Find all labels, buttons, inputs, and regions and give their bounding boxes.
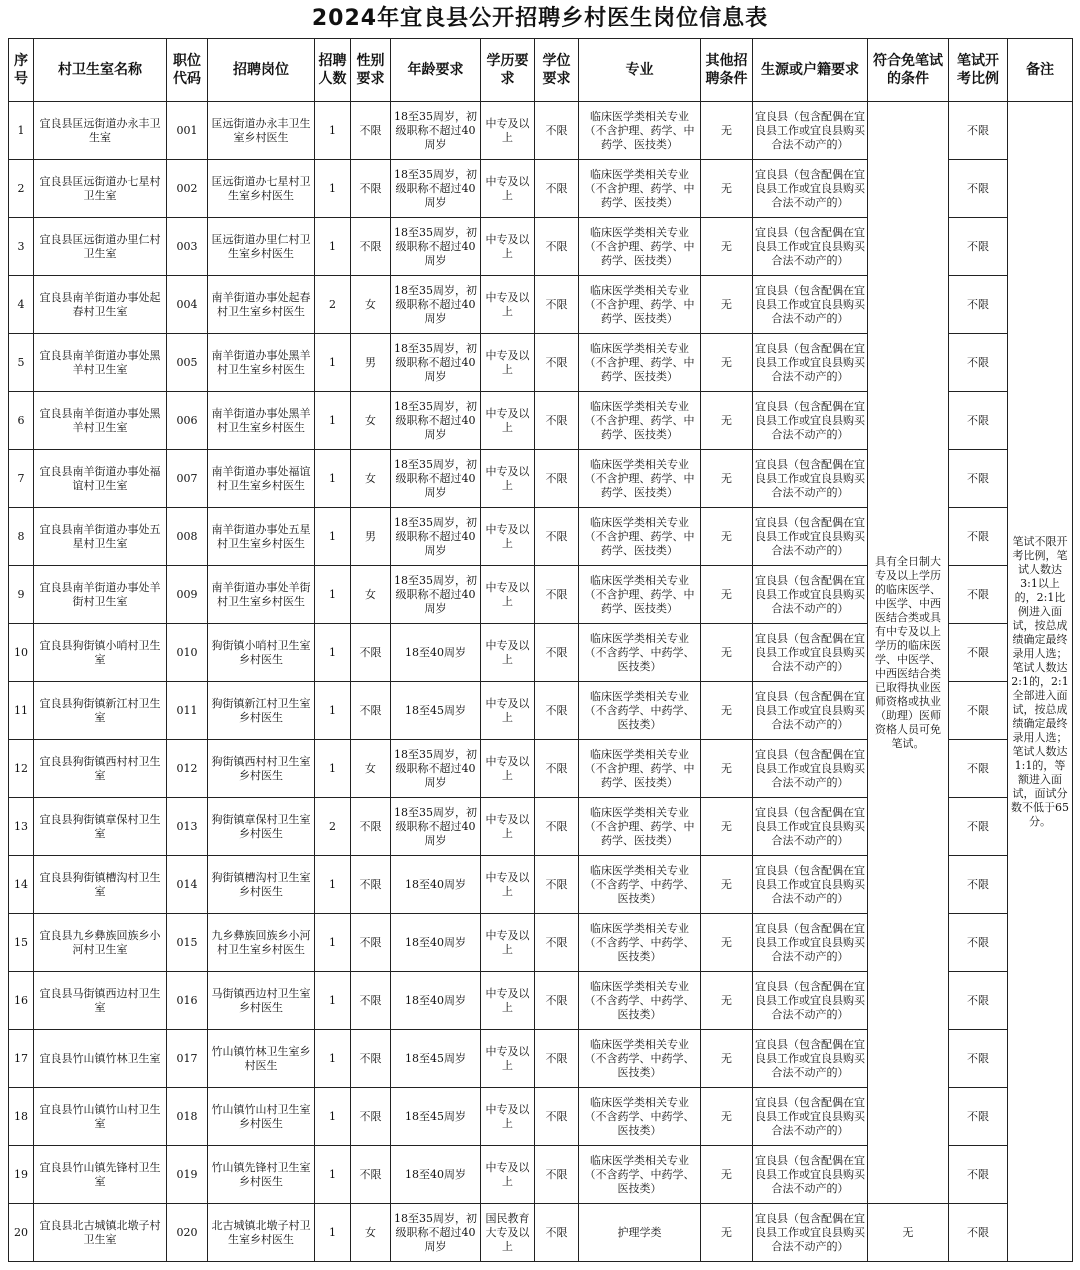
remarks-cell: 笔试不限开考比例，笔试人数达3:1以上的，2:1比例进入面试，按总成绩确定最终录用人选；笔试人数达2:1的，2:1全部进入面试，按总成绩确定最终录用人选；笔试人数达1:1的，等额进入面试，面试分数不低于65分。 bbox=[1008, 102, 1073, 1262]
degree-cell: 不限 bbox=[535, 218, 579, 276]
degree-cell: 不限 bbox=[535, 1204, 579, 1262]
position-code-cell: 002 bbox=[167, 160, 208, 218]
seq-cell: 5 bbox=[9, 334, 34, 392]
degree-cell: 不限 bbox=[535, 856, 579, 914]
clinic-name-cell: 宜良县北古城镇北墩子村卫生室 bbox=[34, 1204, 167, 1262]
age-cell: 18至40周岁 bbox=[391, 1146, 481, 1204]
seq-cell: 18 bbox=[9, 1088, 34, 1146]
other-conditions-cell: 无 bbox=[701, 1146, 753, 1204]
degree-cell: 不限 bbox=[535, 798, 579, 856]
exam-ratio-cell: 不限 bbox=[949, 218, 1008, 276]
post-cell: 狗街镇章保村卫生室乡村医生 bbox=[208, 798, 315, 856]
gender-cell: 男 bbox=[351, 508, 391, 566]
origin-cell: 宜良县（包含配偶在宜良县工作或宜良县购买合法不动产的） bbox=[753, 102, 868, 160]
gender-cell: 女 bbox=[351, 566, 391, 624]
other-conditions-cell: 无 bbox=[701, 1088, 753, 1146]
origin-cell: 宜良县（包含配偶在宜良县工作或宜良县购买合法不动产的） bbox=[753, 798, 868, 856]
education-cell: 中专及以上 bbox=[481, 334, 535, 392]
seq-cell: 4 bbox=[9, 276, 34, 334]
other-conditions-cell: 无 bbox=[701, 392, 753, 450]
major-cell: 临床医学类相关专业（不含护理、药学、中药学、医技类） bbox=[579, 392, 701, 450]
gender-cell: 女 bbox=[351, 1204, 391, 1262]
origin-cell: 宜良县（包含配偶在宜良县工作或宜良县购买合法不动产的） bbox=[753, 508, 868, 566]
column-header: 备注 bbox=[1008, 39, 1073, 102]
age-cell: 18至35周岁，初级职称不超过40周岁 bbox=[391, 392, 481, 450]
degree-cell: 不限 bbox=[535, 1146, 579, 1204]
post-cell: 南羊街道办事处起春村卫生室乡村医生 bbox=[208, 276, 315, 334]
table-row bbox=[9, 102, 1073, 160]
post-cell: 马街镇西边村卫生室乡村医生 bbox=[208, 972, 315, 1030]
position-code-cell: 018 bbox=[167, 1088, 208, 1146]
clinic-name-cell: 宜良县南羊街道办事处黑羊村卫生室 bbox=[34, 334, 167, 392]
seq-cell: 11 bbox=[9, 682, 34, 740]
post-cell: 竹山镇竹林卫生室乡村医生 bbox=[208, 1030, 315, 1088]
headcount-cell: 2 bbox=[315, 276, 351, 334]
other-conditions-cell: 无 bbox=[701, 508, 753, 566]
age-cell: 18至35周岁，初级职称不超过40周岁 bbox=[391, 102, 481, 160]
origin-cell: 宜良县（包含配偶在宜良县工作或宜良县购买合法不动产的） bbox=[753, 1146, 868, 1204]
headcount-cell: 1 bbox=[315, 624, 351, 682]
gender-cell: 不限 bbox=[351, 218, 391, 276]
education-cell: 中专及以上 bbox=[481, 624, 535, 682]
column-header: 性别要求 bbox=[351, 39, 391, 102]
clinic-name-cell: 宜良县匡远街道办里仁村卫生室 bbox=[34, 218, 167, 276]
post-cell: 南羊街道办事处黑羊村卫生室乡村医生 bbox=[208, 334, 315, 392]
post-cell: 北古城镇北墩子村卫生室乡村医生 bbox=[208, 1204, 315, 1262]
education-cell: 中专及以上 bbox=[481, 856, 535, 914]
exam-ratio-cell: 不限 bbox=[949, 1030, 1008, 1088]
age-cell: 18至45周岁 bbox=[391, 1088, 481, 1146]
exam-ratio-cell: 不限 bbox=[949, 1088, 1008, 1146]
gender-cell: 不限 bbox=[351, 682, 391, 740]
clinic-name-cell: 宜良县南羊街道办事处五星村卫生室 bbox=[34, 508, 167, 566]
exam-ratio-cell: 不限 bbox=[949, 798, 1008, 856]
headcount-cell: 1 bbox=[315, 102, 351, 160]
headcount-cell: 1 bbox=[315, 914, 351, 972]
position-code-cell: 013 bbox=[167, 798, 208, 856]
major-cell: 临床医学类相关专业（不含药学、中药学、医技类） bbox=[579, 972, 701, 1030]
education-cell: 中专及以上 bbox=[481, 1088, 535, 1146]
gender-cell: 不限 bbox=[351, 1146, 391, 1204]
major-cell: 临床医学类相关专业（不含药学、中药学、医技类） bbox=[579, 856, 701, 914]
degree-cell: 不限 bbox=[535, 392, 579, 450]
gender-cell: 男 bbox=[351, 334, 391, 392]
other-conditions-cell: 无 bbox=[701, 334, 753, 392]
degree-cell: 不限 bbox=[535, 508, 579, 566]
seq-cell: 3 bbox=[9, 218, 34, 276]
column-header: 招聘岗位 bbox=[208, 39, 315, 102]
major-cell: 临床医学类相关专业（不含护理、药学、中药学、医技类） bbox=[579, 276, 701, 334]
clinic-name-cell: 宜良县竹山镇竹山村卫生室 bbox=[34, 1088, 167, 1146]
major-cell: 临床医学类相关专业（不含护理、药学、中药学、医技类） bbox=[579, 218, 701, 276]
headcount-cell: 1 bbox=[315, 450, 351, 508]
seq-cell: 9 bbox=[9, 566, 34, 624]
gender-cell: 不限 bbox=[351, 102, 391, 160]
column-header: 符合免笔试的条件 bbox=[868, 39, 949, 102]
exam-ratio-cell: 不限 bbox=[949, 276, 1008, 334]
education-cell: 中专及以上 bbox=[481, 682, 535, 740]
seq-cell: 17 bbox=[9, 1030, 34, 1088]
seq-cell: 10 bbox=[9, 624, 34, 682]
major-cell: 护理学类 bbox=[579, 1204, 701, 1262]
major-cell: 临床医学类相关专业（不含护理、药学、中药学、医技类） bbox=[579, 740, 701, 798]
clinic-name-cell: 宜良县狗街镇槽沟村卫生室 bbox=[34, 856, 167, 914]
origin-cell: 宜良县（包含配偶在宜良县工作或宜良县购买合法不动产的） bbox=[753, 160, 868, 218]
clinic-name-cell: 宜良县匡远街道办七星村卫生室 bbox=[34, 160, 167, 218]
education-cell: 国民教育大专及以上 bbox=[481, 1204, 535, 1262]
age-cell: 18至35周岁，初级职称不超过40周岁 bbox=[391, 508, 481, 566]
major-cell: 临床医学类相关专业（不含护理、药学、中药学、医技类） bbox=[579, 102, 701, 160]
degree-cell: 不限 bbox=[535, 1030, 579, 1088]
major-cell: 临床医学类相关专业（不含药学、中药学、医技类） bbox=[579, 1030, 701, 1088]
gender-cell: 女 bbox=[351, 450, 391, 508]
age-cell: 18至40周岁 bbox=[391, 972, 481, 1030]
origin-cell: 宜良县（包含配偶在宜良县工作或宜良县购买合法不动产的） bbox=[753, 856, 868, 914]
age-cell: 18至40周岁 bbox=[391, 624, 481, 682]
other-conditions-cell: 无 bbox=[701, 102, 753, 160]
post-cell: 南羊街道办事处五星村卫生室乡村医生 bbox=[208, 508, 315, 566]
header-row bbox=[9, 39, 1073, 102]
headcount-cell: 2 bbox=[315, 798, 351, 856]
education-cell: 中专及以上 bbox=[481, 392, 535, 450]
gender-cell: 不限 bbox=[351, 798, 391, 856]
column-header: 序号 bbox=[9, 39, 34, 102]
age-cell: 18至35周岁，初级职称不超过40周岁 bbox=[391, 334, 481, 392]
major-cell: 临床医学类相关专业（不含护理、药学、中药学、医技类） bbox=[579, 508, 701, 566]
clinic-name-cell: 宜良县竹山镇先锋村卫生室 bbox=[34, 1146, 167, 1204]
gender-cell: 不限 bbox=[351, 160, 391, 218]
other-conditions-cell: 无 bbox=[701, 624, 753, 682]
origin-cell: 宜良县（包含配偶在宜良县工作或宜良县购买合法不动产的） bbox=[753, 1030, 868, 1088]
column-header: 学位要求 bbox=[535, 39, 579, 102]
headcount-cell: 1 bbox=[315, 740, 351, 798]
origin-cell: 宜良县（包含配偶在宜良县工作或宜良县购买合法不动产的） bbox=[753, 450, 868, 508]
major-cell: 临床医学类相关专业（不含护理、药学、中药学、医技类） bbox=[579, 450, 701, 508]
degree-cell: 不限 bbox=[535, 160, 579, 218]
position-code-cell: 011 bbox=[167, 682, 208, 740]
exempt-condition-cell: 具有全日制大专及以上学历的临床医学、中医学、中西医结合类或具有中专及以上学历的临床医学、中医学、中西医结合类已取得执业医师资格或执业（助理）医师资格人员可免笔试。 bbox=[868, 102, 949, 1204]
exam-ratio-cell: 不限 bbox=[949, 450, 1008, 508]
headcount-cell: 1 bbox=[315, 972, 351, 1030]
education-cell: 中专及以上 bbox=[481, 914, 535, 972]
position-code-cell: 010 bbox=[167, 624, 208, 682]
gender-cell: 女 bbox=[351, 276, 391, 334]
clinic-name-cell: 宜良县南羊街道办事处福谊村卫生室 bbox=[34, 450, 167, 508]
other-conditions-cell: 无 bbox=[701, 160, 753, 218]
column-header: 村卫生室名称 bbox=[34, 39, 167, 102]
headcount-cell: 1 bbox=[315, 1030, 351, 1088]
gender-cell: 不限 bbox=[351, 972, 391, 1030]
major-cell: 临床医学类相关专业（不含护理、药学、中药学、医技类） bbox=[579, 334, 701, 392]
position-code-cell: 004 bbox=[167, 276, 208, 334]
clinic-name-cell: 宜良县匡远街道办永丰卫生室 bbox=[34, 102, 167, 160]
clinic-name-cell: 宜良县南羊街道办事处黑羊村卫生室 bbox=[34, 392, 167, 450]
post-cell: 南羊街道办事处黑羊村卫生室乡村医生 bbox=[208, 392, 315, 450]
age-cell: 18至35周岁，初级职称不超过40周岁 bbox=[391, 450, 481, 508]
position-code-cell: 016 bbox=[167, 972, 208, 1030]
other-conditions-cell: 无 bbox=[701, 276, 753, 334]
age-cell: 18至35周岁，初级职称不超过40周岁 bbox=[391, 276, 481, 334]
major-cell: 临床医学类相关专业（不含护理、药学、中药学、医技类） bbox=[579, 160, 701, 218]
origin-cell: 宜良县（包含配偶在宜良县工作或宜良县购买合法不动产的） bbox=[753, 1088, 868, 1146]
headcount-cell: 1 bbox=[315, 392, 351, 450]
origin-cell: 宜良县（包含配偶在宜良县工作或宜良县购买合法不动产的） bbox=[753, 740, 868, 798]
position-code-cell: 005 bbox=[167, 334, 208, 392]
gender-cell: 不限 bbox=[351, 856, 391, 914]
seq-cell: 8 bbox=[9, 508, 34, 566]
origin-cell: 宜良县（包含配偶在宜良县工作或宜良县购买合法不动产的） bbox=[753, 1204, 868, 1262]
gender-cell: 不限 bbox=[351, 914, 391, 972]
headcount-cell: 1 bbox=[315, 682, 351, 740]
degree-cell: 不限 bbox=[535, 972, 579, 1030]
education-cell: 中专及以上 bbox=[481, 972, 535, 1030]
other-conditions-cell: 无 bbox=[701, 740, 753, 798]
clinic-name-cell: 宜良县南羊街道办事处羊街村卫生室 bbox=[34, 566, 167, 624]
degree-cell: 不限 bbox=[535, 682, 579, 740]
other-conditions-cell: 无 bbox=[701, 218, 753, 276]
headcount-cell: 1 bbox=[315, 1204, 351, 1262]
education-cell: 中专及以上 bbox=[481, 740, 535, 798]
gender-cell: 女 bbox=[351, 740, 391, 798]
gender-cell: 女 bbox=[351, 392, 391, 450]
major-cell: 临床医学类相关专业（不含药学、中药学、医技类） bbox=[579, 682, 701, 740]
other-conditions-cell: 无 bbox=[701, 1030, 753, 1088]
exam-ratio-cell: 不限 bbox=[949, 682, 1008, 740]
headcount-cell: 1 bbox=[315, 856, 351, 914]
exam-ratio-cell: 不限 bbox=[949, 856, 1008, 914]
gender-cell: 不限 bbox=[351, 1030, 391, 1088]
seq-cell: 20 bbox=[9, 1204, 34, 1262]
degree-cell: 不限 bbox=[535, 566, 579, 624]
seq-cell: 6 bbox=[9, 392, 34, 450]
exam-ratio-cell: 不限 bbox=[949, 1204, 1008, 1262]
column-header: 职位代码 bbox=[167, 39, 208, 102]
position-code-cell: 007 bbox=[167, 450, 208, 508]
origin-cell: 宜良县（包含配偶在宜良县工作或宜良县购买合法不动产的） bbox=[753, 276, 868, 334]
origin-cell: 宜良县（包含配偶在宜良县工作或宜良县购买合法不动产的） bbox=[753, 392, 868, 450]
exam-ratio-cell: 不限 bbox=[949, 624, 1008, 682]
column-header: 专业 bbox=[579, 39, 701, 102]
position-code-cell: 003 bbox=[167, 218, 208, 276]
education-cell: 中专及以上 bbox=[481, 276, 535, 334]
education-cell: 中专及以上 bbox=[481, 798, 535, 856]
exam-ratio-cell: 不限 bbox=[949, 740, 1008, 798]
column-header: 招聘人数 bbox=[315, 39, 351, 102]
exam-ratio-cell: 不限 bbox=[949, 914, 1008, 972]
major-cell: 临床医学类相关专业（不含护理、药学、中药学、医技类） bbox=[579, 566, 701, 624]
headcount-cell: 1 bbox=[315, 160, 351, 218]
position-code-cell: 020 bbox=[167, 1204, 208, 1262]
other-conditions-cell: 无 bbox=[701, 856, 753, 914]
education-cell: 中专及以上 bbox=[481, 508, 535, 566]
position-code-cell: 019 bbox=[167, 1146, 208, 1204]
column-header: 其他招聘条件 bbox=[701, 39, 753, 102]
column-header: 年龄要求 bbox=[391, 39, 481, 102]
position-code-cell: 015 bbox=[167, 914, 208, 972]
education-cell: 中专及以上 bbox=[481, 160, 535, 218]
education-cell: 中专及以上 bbox=[481, 102, 535, 160]
degree-cell: 不限 bbox=[535, 624, 579, 682]
exam-ratio-cell: 不限 bbox=[949, 508, 1008, 566]
major-cell: 临床医学类相关专业（不含药学、中药学、医技类） bbox=[579, 914, 701, 972]
seq-cell: 2 bbox=[9, 160, 34, 218]
clinic-name-cell: 宜良县狗街镇章保村卫生室 bbox=[34, 798, 167, 856]
seq-cell: 1 bbox=[9, 102, 34, 160]
age-cell: 18至40周岁 bbox=[391, 856, 481, 914]
headcount-cell: 1 bbox=[315, 218, 351, 276]
position-code-cell: 001 bbox=[167, 102, 208, 160]
position-code-cell: 006 bbox=[167, 392, 208, 450]
degree-cell: 不限 bbox=[535, 740, 579, 798]
exam-ratio-cell: 不限 bbox=[949, 102, 1008, 160]
age-cell: 18至35周岁，初级职称不超过40周岁 bbox=[391, 1204, 481, 1262]
education-cell: 中专及以上 bbox=[481, 1146, 535, 1204]
page-title: 2024年宜良县公开招聘乡村医生岗位信息表 bbox=[311, 6, 769, 31]
age-cell: 18至35周岁，初级职称不超过40周岁 bbox=[391, 218, 481, 276]
headcount-cell: 1 bbox=[315, 566, 351, 624]
degree-cell: 不限 bbox=[535, 334, 579, 392]
exam-ratio-cell: 不限 bbox=[949, 334, 1008, 392]
post-cell: 竹山镇竹山村卫生室乡村医生 bbox=[208, 1088, 315, 1146]
origin-cell: 宜良县（包含配偶在宜良县工作或宜良县购买合法不动产的） bbox=[753, 218, 868, 276]
seq-cell: 14 bbox=[9, 856, 34, 914]
education-cell: 中专及以上 bbox=[481, 450, 535, 508]
origin-cell: 宜良县（包含配偶在宜良县工作或宜良县购买合法不动产的） bbox=[753, 972, 868, 1030]
seq-cell: 13 bbox=[9, 798, 34, 856]
age-cell: 18至35周岁，初级职称不超过40周岁 bbox=[391, 798, 481, 856]
seq-cell: 15 bbox=[9, 914, 34, 972]
position-code-cell: 017 bbox=[167, 1030, 208, 1088]
other-conditions-cell: 无 bbox=[701, 798, 753, 856]
post-cell: 狗街镇槽沟村卫生室乡村医生 bbox=[208, 856, 315, 914]
exam-ratio-cell: 不限 bbox=[949, 566, 1008, 624]
other-conditions-cell: 无 bbox=[701, 1204, 753, 1262]
age-cell: 18至40周岁 bbox=[391, 914, 481, 972]
post-cell: 竹山镇先锋村卫生室乡村医生 bbox=[208, 1146, 315, 1204]
clinic-name-cell: 宜良县狗街镇新江村卫生室 bbox=[34, 682, 167, 740]
major-cell: 临床医学类相关专业（不含护理、药学、中药学、医技类） bbox=[579, 798, 701, 856]
position-code-cell: 008 bbox=[167, 508, 208, 566]
age-cell: 18至35周岁，初级职称不超过40周岁 bbox=[391, 160, 481, 218]
clinic-name-cell: 宜良县马街镇西边村卫生室 bbox=[34, 972, 167, 1030]
post-cell: 匡远街道办里仁村卫生室乡村医生 bbox=[208, 218, 315, 276]
headcount-cell: 1 bbox=[315, 1146, 351, 1204]
column-header: 笔试开考比例 bbox=[949, 39, 1008, 102]
clinic-name-cell: 宜良县南羊街道办事处起春村卫生室 bbox=[34, 276, 167, 334]
degree-cell: 不限 bbox=[535, 276, 579, 334]
column-header: 学历要求 bbox=[481, 39, 535, 102]
degree-cell: 不限 bbox=[535, 450, 579, 508]
origin-cell: 宜良县（包含配偶在宜良县工作或宜良县购买合法不动产的） bbox=[753, 914, 868, 972]
post-cell: 狗街镇新江村卫生室乡村医生 bbox=[208, 682, 315, 740]
clinic-name-cell: 宜良县狗街镇西村村卫生室 bbox=[34, 740, 167, 798]
other-conditions-cell: 无 bbox=[701, 566, 753, 624]
other-conditions-cell: 无 bbox=[701, 682, 753, 740]
education-cell: 中专及以上 bbox=[481, 566, 535, 624]
gender-cell: 不限 bbox=[351, 1088, 391, 1146]
position-code-cell: 009 bbox=[167, 566, 208, 624]
age-cell: 18至45周岁 bbox=[391, 682, 481, 740]
age-cell: 18至45周岁 bbox=[391, 1030, 481, 1088]
position-code-cell: 014 bbox=[167, 856, 208, 914]
seq-cell: 16 bbox=[9, 972, 34, 1030]
exam-ratio-cell: 不限 bbox=[949, 1146, 1008, 1204]
seq-cell: 12 bbox=[9, 740, 34, 798]
clinic-name-cell: 宜良县狗街镇小哨村卫生室 bbox=[34, 624, 167, 682]
seq-cell: 19 bbox=[9, 1146, 34, 1204]
degree-cell: 不限 bbox=[535, 914, 579, 972]
origin-cell: 宜良县（包含配偶在宜良县工作或宜良县购买合法不动产的） bbox=[753, 624, 868, 682]
origin-cell: 宜良县（包含配偶在宜良县工作或宜良县购买合法不动产的） bbox=[753, 682, 868, 740]
education-cell: 中专及以上 bbox=[481, 1030, 535, 1088]
post-cell: 狗街镇西村村卫生室乡村医生 bbox=[208, 740, 315, 798]
clinic-name-cell: 宜良县竹山镇竹林卫生室 bbox=[34, 1030, 167, 1088]
post-cell: 狗街镇小哨村卫生室乡村医生 bbox=[208, 624, 315, 682]
position-code-cell: 012 bbox=[167, 740, 208, 798]
other-conditions-cell: 无 bbox=[701, 450, 753, 508]
degree-cell: 不限 bbox=[535, 1088, 579, 1146]
exam-ratio-cell: 不限 bbox=[949, 392, 1008, 450]
post-cell: 南羊街道办事处福谊村卫生室乡村医生 bbox=[208, 450, 315, 508]
other-conditions-cell: 无 bbox=[701, 914, 753, 972]
exempt-condition-cell: 无 bbox=[868, 1204, 949, 1262]
post-cell: 匡远街道办永丰卫生室乡村医生 bbox=[208, 102, 315, 160]
major-cell: 临床医学类相关专业（不含药学、中药学、医技类） bbox=[579, 624, 701, 682]
post-cell: 九乡彝族回族乡小河村卫生室乡村医生 bbox=[208, 914, 315, 972]
origin-cell: 宜良县（包含配偶在宜良县工作或宜良县购买合法不动产的） bbox=[753, 566, 868, 624]
age-cell: 18至35周岁，初级职称不超过40周岁 bbox=[391, 566, 481, 624]
age-cell: 18至35周岁，初级职称不超过40周岁 bbox=[391, 740, 481, 798]
education-cell: 中专及以上 bbox=[481, 218, 535, 276]
origin-cell: 宜良县（包含配偶在宜良县工作或宜良县购买合法不动产的） bbox=[753, 334, 868, 392]
table-row bbox=[9, 1204, 1073, 1262]
degree-cell: 不限 bbox=[535, 102, 579, 160]
exam-ratio-cell: 不限 bbox=[949, 160, 1008, 218]
column-header: 生源或户籍要求 bbox=[753, 39, 868, 102]
major-cell: 临床医学类相关专业（不含药学、中药学、医技类） bbox=[579, 1088, 701, 1146]
headcount-cell: 1 bbox=[315, 1088, 351, 1146]
headcount-cell: 1 bbox=[315, 508, 351, 566]
other-conditions-cell: 无 bbox=[701, 972, 753, 1030]
major-cell: 临床医学类相关专业（不含药学、中药学、医技类） bbox=[579, 1146, 701, 1204]
positions-table bbox=[8, 38, 1073, 1262]
clinic-name-cell: 宜良县九乡彝族回族乡小河村卫生室 bbox=[34, 914, 167, 972]
post-cell: 南羊街道办事处羊街村卫生室乡村医生 bbox=[208, 566, 315, 624]
seq-cell: 7 bbox=[9, 450, 34, 508]
gender-cell: 不限 bbox=[351, 624, 391, 682]
headcount-cell: 1 bbox=[315, 334, 351, 392]
exam-ratio-cell: 不限 bbox=[949, 972, 1008, 1030]
post-cell: 匡远街道办七星村卫生室乡村医生 bbox=[208, 160, 315, 218]
